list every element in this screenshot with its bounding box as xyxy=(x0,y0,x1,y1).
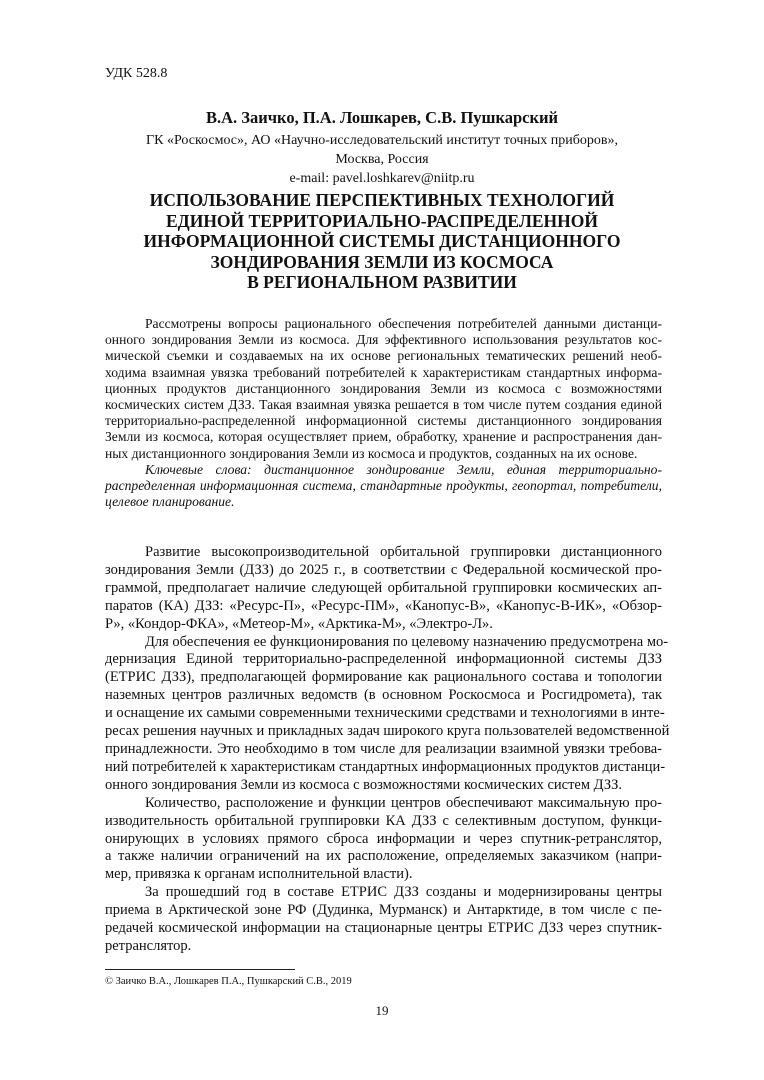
text-line: ных дистанционного зондирования Земли из космоса и продуктов, созданных на их основе. xyxy=(105,445,638,461)
affiliation-line: ГК «Роскосмос», АО «Научно-исследовательский институт точных приборов», xyxy=(146,133,618,148)
keywords xyxy=(105,462,662,511)
text-line: Земли из космоса, которая осуществляет прием, обработку, хранение и распространения дан- xyxy=(105,429,662,445)
text-line: редачей космической информации на стационарные центры ЕТРИС ДЗЗ через спутник- xyxy=(105,920,662,937)
abstract xyxy=(105,316,662,510)
page-number: 19 xyxy=(375,1003,389,1018)
text-line: а также наличии ограничений на их расположение, определяемых заказчиком (напри- xyxy=(105,848,662,865)
text-line: мер, привязка к органам исполнительной власти). xyxy=(105,866,413,883)
title-line: В РЕГИОНАЛЬНОМ РАЗВИТИИ xyxy=(247,272,517,292)
text-line: ресах решения научных и прикладных задач широкого круга пользователей ведомственной xyxy=(105,723,670,740)
text-line: Развитие высокопроизводительной орбитальной группировки дистанционного xyxy=(145,544,662,560)
authors: В.А. Заичко, П.А. Лошкарев, С.В. Пушкарский xyxy=(205,108,559,127)
title-line: ЕДИНОЙ ТЕРРИТОРИАЛЬНО-РАСПРЕДЕЛЕННОЙ xyxy=(166,210,598,231)
paragraph xyxy=(105,633,670,795)
body-text xyxy=(105,544,670,956)
text-line: зондирования Земли (ДЗЗ) до 2025 г., в соответствии с Федеральной космической про- xyxy=(105,561,662,578)
text-line: и оснащение их самыми современными техническими средствами и технологиями в инте- xyxy=(105,705,665,722)
title-line: ИСПОЛЬЗОВАНИЕ ПЕРСПЕКТИВНЫХ ТЕХНОЛОГИЙ xyxy=(149,190,615,210)
title-line: ИНФОРМАЦИОННОЙ СИСТЕМЫ ДИСТАНЦИОННОГО xyxy=(143,231,621,251)
email: e-mail: pavel.loshkarev@niitp.ru xyxy=(289,171,475,186)
footnote-divider xyxy=(105,969,295,970)
text-line: онирующих в условиях прямого сброса информации и через спутник-ретранслятор, xyxy=(105,830,662,847)
text-line: За прошедший год в составе ЕТРИС ДЗЗ созданы и модернизированы центры xyxy=(145,884,662,901)
copyright-footnote: © Заичко В.А., Лошкарев П.А., Пушкарский С.В., 2019 xyxy=(105,976,352,987)
text-line: космических систем ДЗЗ. Такая взаимная увязка решается в том числе путем создания единой xyxy=(105,397,662,413)
text-line: ходима взаимная увязка требований потребителей к характеристикам стандартных информа- xyxy=(105,364,662,380)
text-line: Р», «Кондор-ФКА», «Метеор-М», «Арктика-М», «Электро-Л». xyxy=(105,615,493,632)
text-line: приема в Арктической зоне РФ (Дудинка, Мурманск) и Антарктиде, в том числе с пе- xyxy=(105,902,662,919)
udk-code: УДК 528.8 xyxy=(105,66,168,81)
text-line: принадлежности. Это необходимо в том числе для реализации взаимной увязки требова- xyxy=(105,740,662,757)
text-line: паратов (КА) ДЗЗ: «Ресурс-П», «Ресурс-ПМ», «Канопус-В», «Канопус-В-ИК», «Обзор- xyxy=(105,597,662,614)
title-line: ЗОНДИРОВАНИЯ ЗЕМЛИ ИЗ КОСМОСА xyxy=(210,251,554,272)
paragraph xyxy=(105,884,662,956)
text-line: Количество, расположение и функции центров обеспечивают максимальную про- xyxy=(145,794,662,811)
text-line: граммой, предполагает наличие следующей орбитальной группировки космических ап- xyxy=(105,579,662,596)
text-line: Для обеспечения ее функционирования по целевому назначению предусмотрена мо- xyxy=(145,633,669,650)
text-line: территориально-распределенной информационной системы дистанционного зондирования xyxy=(105,413,662,429)
text-line: онного зондирования Земли из космоса с возможностями космических систем ДЗЗ. xyxy=(105,776,623,793)
abstract-text xyxy=(105,316,662,462)
text-line: онного зондирования Земли из космоса. Для эффективного использования результатов кос- xyxy=(105,332,662,348)
text-line: изводительность орбитальной группировки КА ДЗЗ с селективным доступом, функци- xyxy=(105,812,662,829)
text-line: ционных продуктов дистанционного зондирования Земли из космоса с возможностями xyxy=(105,380,662,396)
text-line: распределенная информационная система, стандартные продукты, геопортал, потребители, xyxy=(105,478,662,494)
article-title xyxy=(0,190,764,293)
text-line: Ключевые слова: дистанционное зондирование Земли, единая территориально- xyxy=(145,461,662,477)
affiliation-line: Москва, Россия xyxy=(335,152,429,167)
text-line: мической съемки и создаваемых на их основе региональных тематических решений необ- xyxy=(105,348,662,364)
text-line: наземных центров различных ведомств (в основном Роскосмоса и Росгидромета), так xyxy=(105,687,662,704)
text-line: ретранслятор. xyxy=(105,937,192,954)
text-line: Рассмотрены вопросы рационального обеспечения потребителей данными дистанци- xyxy=(145,316,662,331)
affiliation xyxy=(0,131,764,188)
text-line: дернизация Единой территориально-распределенной информационной системы ДЗЗ xyxy=(105,651,662,668)
text-line: целевое планирование. xyxy=(105,494,235,510)
paragraph xyxy=(105,795,662,885)
text-line: (ЕТРИС ДЗЗ), предполагающей формирование как рационального состава и топологии xyxy=(105,669,662,686)
paragraph xyxy=(105,544,662,634)
text-line: ний потребителей к характеристикам стандартных информационных продуктов дистанци- xyxy=(105,758,666,775)
